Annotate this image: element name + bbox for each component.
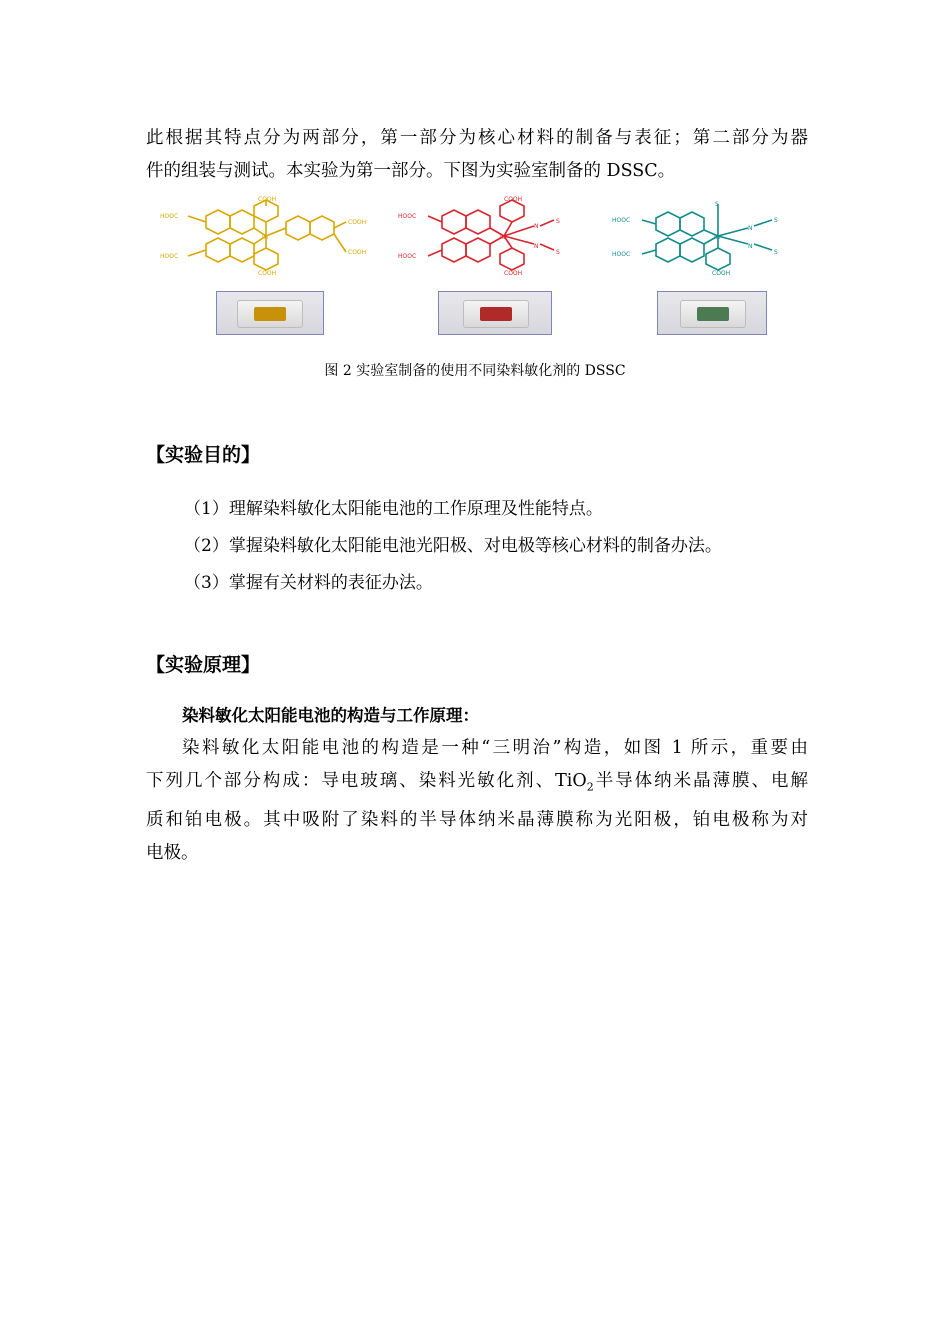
glass-substrate — [463, 300, 529, 328]
ru-label: Ru — [714, 235, 721, 241]
n-label: N — [748, 243, 753, 250]
principle-line-1: 染料敏化太阳能电池的构造是一种“三明治”构造，如图 1 所示，重要由 — [182, 738, 808, 758]
s-label: S — [715, 201, 719, 208]
cooh-label: COOH — [504, 270, 523, 276]
dye-film — [480, 307, 512, 321]
n-label: N — [748, 225, 753, 232]
cooh-label: COOH — [348, 219, 367, 226]
cooh-label: COOH — [504, 196, 523, 203]
intro-line-2: 件的组装与测试。本实验为第一部分。下图为实验室制备的 DSSC。 — [146, 161, 676, 181]
dye-film — [254, 307, 286, 321]
principle-line-2-subscript: 2 — [586, 780, 594, 794]
principle-line-2b: 半导体纳米晶薄膜、电解 — [593, 771, 809, 791]
principle-line-3: 质和铂电极。其中吸附了染料的半导体纳米晶薄膜称为光阳极，铂电极称为对 — [146, 809, 808, 830]
hooc-label: HOOC — [398, 253, 417, 260]
dssc-photo-red — [438, 291, 552, 335]
cooh-label: COOH — [348, 249, 367, 256]
s-label: S — [774, 249, 778, 256]
section-heading-principle: 【实验原理】 — [146, 654, 261, 676]
principle-line-2 — [146, 765, 808, 804]
dye-structure-3 — [612, 200, 794, 276]
s-label: S — [556, 218, 560, 225]
cooh-label: COOH — [712, 270, 731, 276]
section-heading-objectives: 【实验目的】 — [146, 444, 261, 466]
cooh-label: COOH — [258, 270, 277, 276]
glass-substrate — [237, 300, 303, 328]
hooc-label: HOOC — [398, 213, 417, 220]
hooc-label: HOOC — [160, 213, 179, 220]
dye-structure-2 — [398, 196, 580, 276]
principle-paragraph — [146, 732, 808, 870]
principle-line-4: 电极。 — [146, 842, 199, 863]
hooc-label: HOOC — [612, 251, 631, 258]
intro-paragraph — [146, 122, 808, 188]
objective-item-3: （3）掌握有关材料的表征办法。 — [184, 573, 433, 593]
hooc-label: HOOC — [160, 253, 179, 260]
ru-label: Ru — [500, 235, 507, 241]
cooh-label: COOH — [258, 196, 277, 203]
objective-item-2: （2）掌握染料敏化太阳能电池光阳极、对电极等核心材料的制备办法。 — [184, 536, 722, 556]
principle-line-2a: 下列几个部分构成：导电玻璃、染料光敏化剂、TiO — [146, 771, 587, 791]
objective-item-1: （1）理解染料敏化太阳能电池的工作原理及性能特点。 — [184, 499, 603, 519]
glass-substrate — [680, 300, 746, 328]
subheading-structure: 染料敏化太阳能电池的构造与工作原理： — [182, 706, 479, 725]
s-label: S — [774, 217, 778, 224]
ru-label: Ru — [262, 235, 269, 241]
dye-film — [697, 307, 729, 321]
n-label: N — [534, 243, 539, 250]
intro-line-1: 此根据其特点分为两部分，第一部分为核心材料的制备与表征；第二部分为器 — [146, 128, 808, 148]
dssc-photo-yellow — [216, 291, 324, 335]
dssc-photo-green — [657, 291, 767, 335]
s-label: S — [556, 249, 560, 256]
n-label: N — [534, 223, 539, 230]
hooc-label: HOOC — [612, 217, 631, 224]
figure-caption: 图 2 实验室制备的使用不同染料敏化剂的 DSSC — [324, 363, 626, 379]
dye-structure-1 — [158, 196, 380, 276]
